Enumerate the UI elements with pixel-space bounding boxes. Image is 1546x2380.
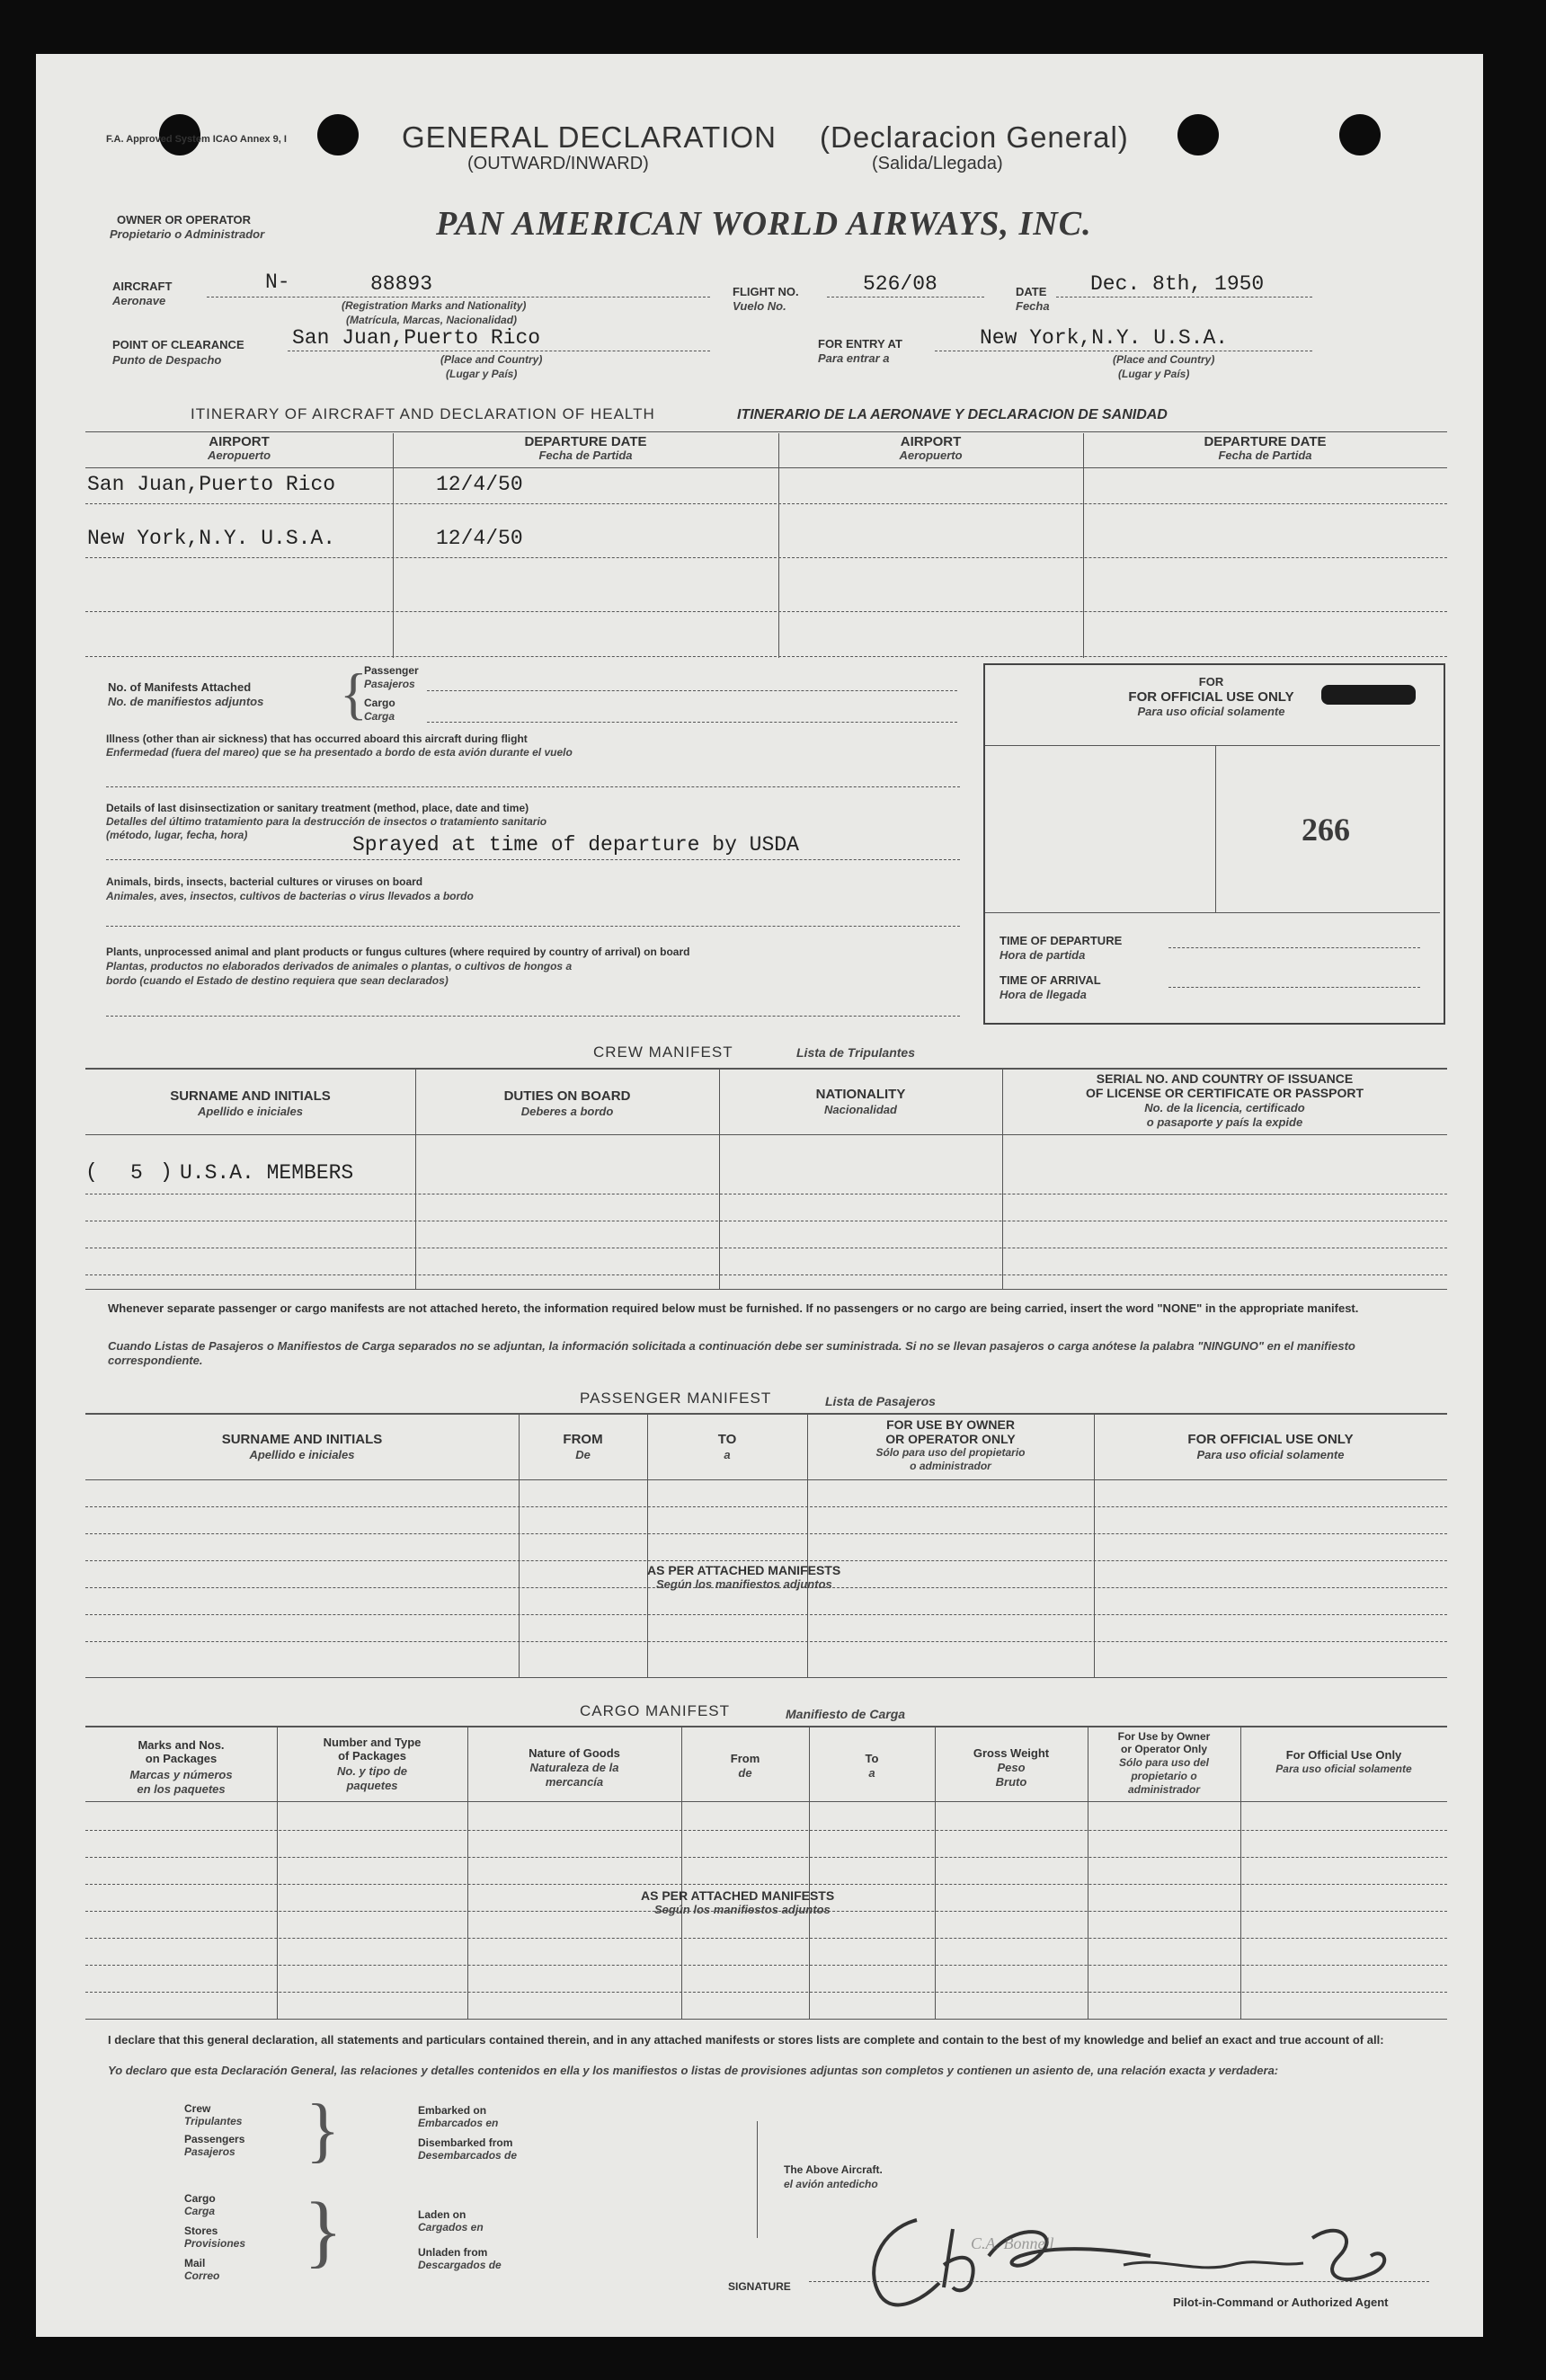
cargo-title-es: Manifiesto de Carga bbox=[786, 1707, 906, 1721]
cargo-col-number: Number and Type bbox=[323, 1736, 422, 1749]
brace-icon: { bbox=[340, 662, 368, 725]
crew-col-nationality-es: Nacionalidad bbox=[824, 1103, 897, 1116]
declaration-form bbox=[36, 54, 1483, 2337]
date-label-es: Fecha bbox=[1016, 299, 1050, 313]
itinerary-col-airport-2: AIRPORT bbox=[900, 434, 962, 449]
owner-label: OWNER OR OPERATOR bbox=[117, 213, 252, 226]
flight-number: 526/08 bbox=[863, 272, 937, 296]
aircraft-prefix: N- bbox=[265, 271, 290, 294]
plants-label: Plants, unprocessed animal and plant products or fungus cultures (where required by country of arrival) on board bbox=[106, 946, 690, 958]
passenger-col-official: FOR OFFICIAL USE ONLY bbox=[1187, 1432, 1354, 1447]
crew-col-duties: DUTIES ON BOARD bbox=[503, 1088, 631, 1104]
decl-unladen-es: Descargados de bbox=[418, 2259, 502, 2271]
passenger-attached-es: Según los manifiestos adjuntos bbox=[656, 1577, 832, 1591]
crew-col-serial-es-2: o pasaporte y país la expide bbox=[1146, 1115, 1303, 1129]
clearance-value: San Juan,Puerto Rico bbox=[292, 326, 541, 350]
passenger-title-es: Lista de Pasajeros bbox=[825, 1394, 936, 1408]
manifests-label: No. of Manifests Attached bbox=[108, 680, 252, 694]
time-arrival-label: TIME OF ARRIVAL bbox=[1000, 973, 1101, 987]
decl-stores: Stores bbox=[184, 2225, 218, 2237]
passenger-col-to: TO bbox=[717, 1432, 737, 1447]
decl-disembarked-es: Desembarcados de bbox=[418, 2149, 518, 2162]
crew-title-es: Lista de Tripulantes bbox=[796, 1045, 915, 1060]
cargo-col-weight-es-2: Bruto bbox=[995, 1775, 1027, 1789]
entry-label: FOR ENTRY AT bbox=[818, 337, 902, 351]
crew-paren-close: ) bbox=[160, 1160, 173, 1184]
passenger-col-from-es: De bbox=[575, 1448, 591, 1461]
official-for-label: FOR bbox=[1198, 675, 1224, 688]
decl-laden-es: Cargados en bbox=[418, 2221, 484, 2233]
cargo-col-marks-es-2: en los paquetes bbox=[137, 1782, 226, 1796]
brace-icon: } bbox=[306, 2091, 341, 2170]
passenger-title: PASSENGER MANIFEST bbox=[580, 1390, 772, 1407]
itinerary-title-es: ITINERARIO DE LA AERONAVE Y DECLARACION DE SANIDAD bbox=[737, 407, 1168, 422]
itinerary-title: ITINERARY OF AIRCRAFT AND DECLARATION OF HEALTH bbox=[191, 405, 655, 422]
crew-col-serial-es: No. de la licencia, certificado bbox=[1144, 1101, 1305, 1115]
passenger-col-official-es: Para uso oficial solamente bbox=[1196, 1448, 1345, 1461]
decl-cargo-es: Carga bbox=[184, 2205, 216, 2217]
cargo-col-number-es: No. y tipo de bbox=[337, 1764, 407, 1778]
decl-crew-es: Tripulantes bbox=[184, 2115, 243, 2127]
crew-count: 5 bbox=[130, 1161, 143, 1185]
passenger-attached: AS PER ATTACHED MANIFESTS bbox=[647, 1563, 841, 1577]
signature-role: Pilot-in-Command or Authorized Agent bbox=[1173, 2296, 1389, 2309]
decl-embarked: Embarked on bbox=[418, 2104, 487, 2117]
cargo-col-from: From bbox=[730, 1752, 760, 1765]
animals-label-es: Animales, aves, insectos, cultivos de bacterias o virus llevados a bordo bbox=[106, 890, 474, 902]
itinerary-col-departure-2: DEPARTURE DATE bbox=[1204, 434, 1327, 449]
form-title: GENERAL DECLARATION bbox=[402, 120, 777, 154]
crew-col-duties-es: Deberes a bordo bbox=[520, 1105, 614, 1118]
approved-system-note: F.A. Approved System ICAO Annex 9, I bbox=[106, 134, 287, 145]
date-label: DATE bbox=[1016, 285, 1047, 298]
itinerary-col-departure: DEPARTURE DATE bbox=[524, 434, 647, 449]
cargo-col-number-2: of Packages bbox=[338, 1749, 406, 1763]
passenger-col-from: FROM bbox=[563, 1432, 603, 1447]
decl-passengers-es: Pasajeros bbox=[184, 2145, 235, 2158]
entry-note-es: (Lugar y País) bbox=[1118, 368, 1190, 380]
clearance-note-es: (Lugar y País) bbox=[446, 368, 518, 380]
aircraft-registration: 88893 bbox=[370, 272, 433, 296]
crew-col-surname: SURNAME AND INITIALS bbox=[170, 1088, 331, 1104]
decl-mail-es: Correo bbox=[184, 2269, 220, 2282]
itinerary-col-airport: AIRPORT bbox=[209, 434, 270, 449]
aircraft-label: AIRCRAFT bbox=[112, 280, 173, 293]
brace-icon: } bbox=[304, 2187, 343, 2276]
passenger-col-owner-es: Sólo para uso del propietario bbox=[875, 1446, 1026, 1459]
cargo-attached-es: Según los manifiestos adjuntos bbox=[654, 1903, 831, 1916]
cargo-col-weight: Gross Weight bbox=[973, 1746, 1050, 1760]
itinerary-col-airport-es: Aeropuerto bbox=[207, 448, 271, 462]
passenger-label-es: Pasajeros bbox=[364, 678, 415, 690]
crew-col-serial: SERIAL NO. AND COUNTRY OF ISSUANCE bbox=[1096, 1071, 1354, 1086]
decl-above: The Above Aircraft. bbox=[784, 2163, 883, 2176]
decl-cargo: Cargo bbox=[184, 2192, 216, 2205]
cargo-col-marks-es: Marcas y números bbox=[129, 1768, 233, 1781]
owner-value: PAN AMERICAN WORLD AIRWAYS, INC. bbox=[436, 205, 1092, 243]
declaration-es: Yo declaro que esta Declaración General, las relaciones y detalles contenidos en ella y los manifiestos o listas de provisiones adjuntas son completos y contienen un asiento de, una relación exacta y verdadera: bbox=[108, 2064, 1279, 2077]
passenger-col-surname: SURNAME AND INITIALS bbox=[221, 1432, 383, 1447]
illness-label: Illness (other than air sickness) that has occurred aboard this aircraft during flight bbox=[106, 733, 528, 745]
notice-es: Cuando Listas de Pasajeros o Manifiestos de Carga separados no se adjuntan, la información solicitada a continuación debe ser suministrada. Si no se llevan pasajeros o carga anótese la palabra "NINGUNO" en el manifiesto correspondiente. bbox=[108, 1339, 1355, 1368]
itinerary-row-date: 12/4/50 bbox=[436, 473, 523, 496]
cargo-title: CARGO MANIFEST bbox=[580, 1702, 731, 1719]
decl-disembarked: Disembarked from bbox=[418, 2136, 513, 2149]
decl-above-es: el avión antedicho bbox=[784, 2178, 878, 2190]
plants-label-es2: bordo (cuando el Estado de destino requiera que sean declarados) bbox=[106, 974, 449, 987]
itinerary-col-departure-es: Fecha de Partida bbox=[538, 448, 633, 462]
itinerary-col-departure-2-es: Fecha de Partida bbox=[1218, 448, 1312, 462]
crew-col-serial-2: OF LICENSE OR CERTIFICATE OR PASSPORT bbox=[1085, 1086, 1364, 1100]
decl-passengers: Passengers bbox=[184, 2133, 245, 2145]
punch-hole bbox=[317, 114, 359, 155]
crew-col-surname-es: Apellido e iniciales bbox=[197, 1105, 304, 1118]
decl-laden: Laden on bbox=[418, 2208, 466, 2221]
clearance-label-es: Punto de Despacho bbox=[112, 353, 222, 367]
cargo-col-owner-es-2: propietario o bbox=[1131, 1770, 1197, 1782]
cargo-col-owner: For Use by Owner bbox=[1117, 1730, 1211, 1743]
disinsect-label: Details of last disinsectization or sanitary treatment (method, place, date and time) bbox=[106, 802, 529, 814]
cargo-col-official-es: Para uso oficial solamente bbox=[1275, 1763, 1412, 1775]
cargo-col-owner-es-3: administrador bbox=[1127, 1783, 1200, 1796]
decl-mail: Mail bbox=[184, 2257, 206, 2269]
itinerary-row-date: 12/4/50 bbox=[436, 527, 523, 550]
entry-value: New York,N.Y. U.S.A. bbox=[980, 326, 1229, 350]
cargo-col-nature: Nature of Goods bbox=[529, 1746, 620, 1760]
animals-label: Animals, birds, insects, bacterial cultures or viruses on board bbox=[106, 875, 423, 888]
form-title-es: (Declaracion General) bbox=[820, 120, 1129, 154]
declaration-en: I declare that this general declaration, all statements and particulars contained therein, and in any attached manifests or stores lists are complete and contain to the best of my knowledge and belief an exact and true account of all: bbox=[108, 2033, 1384, 2047]
plants-label-es: Plantas, productos no elaborados derivados de animales o plantas, o cultivos de hongos a bbox=[106, 960, 573, 972]
entry-label-es: Para entrar a bbox=[818, 351, 890, 365]
punch-hole bbox=[1177, 114, 1219, 155]
cargo-col-owner-es: Sólo para uso del bbox=[1118, 1756, 1210, 1769]
crew-paren-open: ( bbox=[85, 1160, 98, 1184]
redaction-mark bbox=[1321, 685, 1416, 705]
punch-hole bbox=[1339, 114, 1381, 155]
crew-col-nationality: NATIONALITY bbox=[815, 1087, 906, 1102]
cargo-col-to: To bbox=[865, 1752, 879, 1765]
time-arrival-label-es: Hora de llegada bbox=[1000, 988, 1087, 1001]
cargo-col-official: For Official Use Only bbox=[1285, 1748, 1402, 1762]
cargo-label: Cargo bbox=[364, 697, 395, 709]
illness-label-es: Enfermedad (fuera del mareo) que se ha presentado a bordo de esta avión durante el vuelo bbox=[106, 746, 573, 759]
aircraft-label-es: Aeronave bbox=[112, 294, 166, 307]
cargo-col-marks: Marks and Nos. bbox=[138, 1738, 225, 1752]
disinsect-label-es: Detalles del último tratamiento para la destrucción de insectos o tratamiento sanitario bbox=[106, 815, 547, 828]
crew-members: U.S.A. MEMBERS bbox=[180, 1161, 354, 1185]
passenger-col-owner: FOR USE BY OWNER bbox=[886, 1417, 1015, 1432]
clearance-label: POINT OF CLEARANCE bbox=[112, 338, 244, 351]
signature-text: C.A. Bonnell bbox=[971, 2234, 1054, 2252]
official-number: 266 bbox=[1302, 812, 1350, 848]
cargo-col-marks-2: on Packages bbox=[145, 1752, 218, 1765]
cargo-label-es: Carga bbox=[364, 710, 395, 723]
passenger-col-to-es: a bbox=[724, 1448, 731, 1461]
notice-en: Whenever separate passenger or cargo manifests are not attached hereto, the information required below must be furnished. If no passengers or no cargo are being carried, insert the word "NONE" in the appropriate manifest. bbox=[108, 1301, 1359, 1315]
entry-note: (Place and Country) bbox=[1113, 353, 1215, 366]
itinerary-row-airport: New York,N.Y. U.S.A. bbox=[87, 527, 336, 550]
date-value: Dec. 8th, 1950 bbox=[1090, 272, 1265, 296]
decl-stores-es: Provisiones bbox=[184, 2237, 246, 2250]
decl-embarked-es: Embarcados en bbox=[418, 2117, 499, 2129]
itinerary-col-airport-2-es: Aeropuerto bbox=[899, 448, 963, 462]
flight-label-es: Vuelo No. bbox=[733, 299, 786, 313]
form-direction-es: (Salida/Llegada) bbox=[872, 154, 1003, 173]
disinsect-value: Sprayed at time of departure by USDA bbox=[352, 833, 799, 857]
aircraft-note-es: (Matrícula, Marcas, Nacionalidad) bbox=[346, 314, 518, 326]
itinerary-row-airport: San Juan,Puerto Rico bbox=[87, 473, 336, 496]
cargo-col-owner-2: or Operator Only bbox=[1120, 1743, 1208, 1755]
disinsect-label-es2: (método, lugar, fecha, hora) bbox=[106, 829, 248, 841]
cargo-col-number-es-2: paquetes bbox=[346, 1779, 398, 1792]
crew-title: CREW MANIFEST bbox=[593, 1043, 733, 1061]
decl-unladen: Unladen from bbox=[418, 2246, 488, 2259]
aircraft-note: (Registration Marks and Nationality) bbox=[342, 299, 527, 312]
official-label: FOR OFFICIAL USE ONLY bbox=[1128, 689, 1294, 705]
form-direction: (OUTWARD/INWARD) bbox=[467, 154, 649, 173]
flight-label: FLIGHT NO. bbox=[733, 285, 799, 298]
signature-mark bbox=[854, 2202, 1447, 2328]
clearance-note: (Place and Country) bbox=[440, 353, 543, 366]
passenger-label: Passenger bbox=[364, 664, 419, 677]
cargo-col-weight-es: Peso bbox=[997, 1761, 1026, 1774]
cargo-col-from-es: de bbox=[738, 1766, 752, 1780]
signature-label: SIGNATURE bbox=[728, 2280, 791, 2293]
decl-crew: Crew bbox=[184, 2102, 211, 2115]
cargo-attached: AS PER ATTACHED MANIFESTS bbox=[641, 1888, 835, 1903]
cargo-col-nature-es-2: mercancía bbox=[545, 1775, 604, 1789]
official-label-es: Para uso oficial solamente bbox=[1137, 705, 1285, 718]
owner-label-es: Propietario o Administrador bbox=[110, 227, 265, 241]
time-departure-label-es: Hora de partida bbox=[1000, 948, 1086, 962]
passenger-col-surname-es: Apellido e iniciales bbox=[249, 1448, 355, 1461]
cargo-col-to-es: a bbox=[868, 1766, 875, 1780]
time-departure-label: TIME OF DEPARTURE bbox=[1000, 934, 1123, 947]
passenger-col-owner-2: OR OPERATOR ONLY bbox=[885, 1432, 1016, 1446]
cargo-col-nature-es: Naturaleza de la bbox=[529, 1761, 619, 1774]
passenger-col-owner-es-2: o administrador bbox=[910, 1460, 991, 1472]
manifests-label-es: No. de manifiestos adjuntos bbox=[108, 695, 264, 708]
